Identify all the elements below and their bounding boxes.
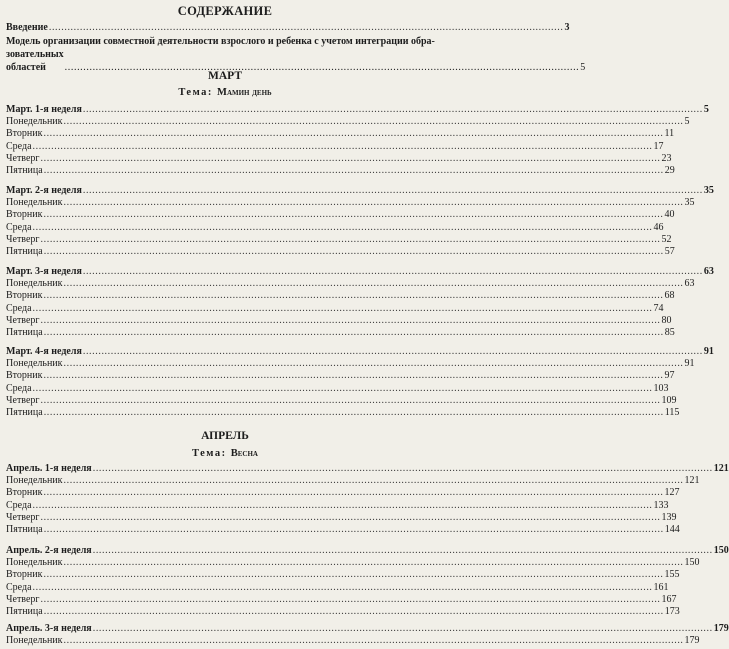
entry-page: 29: [664, 165, 675, 176]
day-entry[interactable]: [6, 473, 700, 487]
entry-page: 3: [564, 22, 570, 33]
entry-label: Понедельник: [6, 557, 63, 569]
day-entry[interactable]: [6, 139, 664, 152]
day-entry[interactable]: [6, 220, 664, 233]
entry-label: Среда: [6, 140, 32, 152]
day-entry[interactable]: [6, 510, 677, 523]
entry-page: 46: [653, 221, 664, 233]
day-entry[interactable]: [6, 592, 677, 605]
entry-page: 11: [664, 128, 675, 140]
entry-label: Пятница: [6, 606, 43, 617]
leader-dots: ........................................................................................................................................................................................................: [63, 278, 684, 290]
entry-page: 179: [684, 635, 700, 647]
entry-label: Среда: [6, 302, 32, 314]
week-header[interactable]: [6, 183, 714, 196]
leader-dots: ........................................................................................................................................................................................................: [43, 487, 664, 499]
march-theme: [0, 87, 450, 98]
entry-page: 127: [664, 487, 680, 499]
leader-dots: ........................................................................................................................................................................................................: [32, 581, 653, 593]
week-header[interactable]: [6, 461, 729, 474]
entry-page: 35: [684, 197, 695, 209]
entry-label: Вторник: [6, 569, 43, 581]
day-entry[interactable]: [6, 313, 672, 326]
entry-label: Четверг: [6, 511, 40, 523]
theme-name: Весна: [230, 448, 258, 459]
entry-label: Март. 3-я неделя: [6, 266, 82, 277]
entry-label: Вторник: [6, 487, 43, 499]
entry-label: Среда: [6, 221, 32, 233]
day-entry[interactable]: [6, 604, 680, 617]
leader-dots: ........................................................................................................................................................................................................: [82, 266, 703, 277]
day-entry[interactable]: [6, 368, 675, 382]
leader-dots: ........................................................................................................................................................................................................: [40, 394, 661, 406]
entry-label: Март. 4-я неделя: [6, 346, 82, 357]
day-entry[interactable]: [6, 114, 690, 128]
entry-label: Понедельник: [6, 116, 63, 128]
entry-label: Четверг: [6, 394, 40, 406]
entry-label: Вторник: [6, 209, 43, 221]
day-entry[interactable]: [6, 633, 700, 647]
entry-page: 139: [661, 511, 677, 523]
entry-label: Март. 1-я неделя: [6, 104, 82, 115]
leader-dots: ........................................................................................................................................................................................................: [63, 557, 684, 569]
entry-page: 63: [684, 278, 695, 290]
entry-page: 74: [653, 302, 664, 314]
entry-label: Понедельник: [6, 278, 63, 290]
day-entry[interactable]: [6, 522, 680, 535]
entry-label: Понедельник: [6, 358, 63, 370]
leader-dots: ........................................................................................................................................................................................................: [43, 370, 664, 382]
leader-dots: ........................................................................................................................................................................................................: [63, 635, 684, 647]
entry-label: Пятница: [6, 407, 43, 418]
entry-page: 179: [713, 623, 729, 634]
entry-page: 167: [661, 593, 677, 605]
day-entry[interactable]: [6, 126, 675, 140]
entry-page: 133: [653, 499, 669, 511]
entry-page: 5: [684, 116, 690, 128]
day-entry[interactable]: [6, 485, 680, 499]
leader-dots: ......................................................................................................................................................................: [48, 22, 564, 33]
leader-dots: ........................................................................................................................................................................................................: [43, 165, 664, 176]
week-header[interactable]: [6, 344, 714, 357]
leader-dots: ........................................................................................................................................................................................................: [32, 221, 653, 233]
leader-dots: ........................................................................................................................................................................................................: [40, 314, 661, 326]
entry-page: 40: [664, 209, 675, 221]
day-entry[interactable]: [6, 580, 669, 593]
leader-dots: ........................................................................................................................................................................................................: [82, 346, 703, 357]
entry-label: Пятница: [6, 327, 43, 338]
entry-label: Понедельник: [6, 635, 63, 647]
leader-dots: ........................................................................................................................................................................................................: [32, 499, 653, 511]
leader-dots: ........................................................................................................................................................................................................: [43, 606, 664, 617]
theme-prefix: Тема:: [178, 87, 218, 98]
toc-entry-intro[interactable]: [6, 20, 570, 33]
entry-page: 52: [661, 233, 672, 245]
entry-page: 17: [653, 140, 664, 152]
day-entry[interactable]: [6, 405, 680, 418]
entry-page: 57: [664, 246, 675, 257]
day-entry[interactable]: [6, 301, 664, 314]
entry-label: Четверг: [6, 233, 40, 245]
leader-dots: ........................................................................................................................................................................................................: [40, 511, 661, 523]
entry-label: Пятница: [6, 246, 43, 257]
entry-page: 91: [684, 358, 695, 370]
entry-page: 150: [713, 545, 729, 556]
leader-dots: ........................................................................................................................................................................................................: [92, 463, 713, 474]
leader-dots: ........................................................................................................................................................................................................: [63, 116, 684, 128]
day-entry[interactable]: [6, 195, 695, 209]
leader-dots: ........................................................................................................................................................................................................: [40, 233, 661, 245]
day-entry[interactable]: [6, 244, 675, 257]
entry-page: 144: [664, 524, 680, 535]
entry-page: 115: [664, 407, 680, 418]
entry-label: Введение: [6, 22, 48, 33]
leader-dots: ........................................................................................................................................................................................................: [43, 569, 664, 581]
march-title: МАРТ: [208, 70, 242, 82]
day-entry[interactable]: [6, 567, 680, 581]
day-entry[interactable]: [6, 276, 695, 290]
entry-label: Апрель. 1-я неделя: [6, 463, 92, 474]
day-entry[interactable]: [6, 163, 675, 176]
entry-label: Понедельник: [6, 197, 63, 209]
april-theme: [0, 448, 450, 459]
entry-page: 121: [684, 475, 700, 487]
entry-label: Март. 2-я неделя: [6, 185, 82, 196]
day-entry[interactable]: [6, 381, 669, 394]
entry-label: Апрель. 2-я неделя: [6, 545, 92, 556]
day-entry[interactable]: [6, 151, 672, 164]
leader-dots: ........................................................................................................................................................................................................: [63, 358, 684, 370]
entry-label: Пятница: [6, 165, 43, 176]
entry-page: 150: [684, 557, 700, 569]
toc-entry-model[interactable]: [6, 35, 586, 74]
entry-page: 161: [653, 581, 669, 593]
entry-label: Вторник: [6, 370, 43, 382]
entry-page: 63: [703, 266, 714, 277]
day-entry[interactable]: [6, 325, 675, 338]
week-header[interactable]: [6, 264, 714, 277]
entry-label: Понедельник: [6, 475, 63, 487]
leader-dots: ........................................................................................................................................................................................................: [63, 197, 684, 209]
entry-page: 121: [713, 463, 729, 474]
theme-prefix: Тема:: [192, 448, 231, 459]
page-title: СОДЕРЖАНИЕ: [177, 4, 273, 18]
day-entry[interactable]: [6, 288, 675, 302]
day-entry[interactable]: [6, 498, 669, 511]
entry-page: 5: [703, 104, 709, 115]
entry-label-line2: зовательных областей: [6, 49, 64, 73]
leader-dots: ........................................................................................................................................................................................................: [40, 593, 661, 605]
week-header[interactable]: [6, 543, 729, 556]
leader-dots: ........................................................................................................................................................................................................: [82, 104, 703, 115]
leader-dots: ........................................................................................................................................................................................................: [32, 140, 653, 152]
entry-page: 5: [580, 62, 586, 73]
entry-page: 109: [661, 394, 677, 406]
entry-page: 35: [703, 185, 714, 196]
day-entry[interactable]: [6, 356, 695, 370]
entry-page: 80: [661, 314, 672, 326]
week-header[interactable]: [6, 621, 729, 634]
entry-label: Четверг: [6, 314, 40, 326]
entry-page: 68: [664, 290, 675, 302]
leader-dots: ........................................................................................................................................................................................................: [43, 327, 664, 338]
entry-label: Вторник: [6, 290, 43, 302]
leader-dots: ........................................................................................................................................................................................................: [43, 524, 664, 535]
entry-label-line1: Модель организации совместной деятельности взрослого и ребенка с учетом интеграции обра-: [6, 36, 435, 47]
leader-dots: ........................................................................................................................................................................................................: [82, 185, 703, 196]
entry-page: 103: [653, 382, 669, 394]
entry-label: Вторник: [6, 128, 43, 140]
leader-dots: ........................................................................................................................................................................................................: [43, 128, 664, 140]
leader-dots: ........................................................................................................................................................................................................: [43, 209, 664, 221]
leader-dots: ........................................................................................................................................................................................................: [43, 290, 664, 302]
entry-page: 97: [664, 370, 675, 382]
leader-dots: ........................................................................................................................................................................................................: [32, 382, 653, 394]
entry-page: 155: [664, 569, 680, 581]
leader-dots: ......................................................................................................................................................................: [64, 62, 580, 73]
day-entry[interactable]: [6, 555, 700, 569]
entry-label: Четверг: [6, 152, 40, 164]
entry-label: Четверг: [6, 593, 40, 605]
leader-dots: ........................................................................................................................................................................................................: [43, 407, 664, 418]
day-entry[interactable]: [6, 393, 677, 406]
day-entry[interactable]: [6, 207, 675, 221]
leader-dots: ........................................................................................................................................................................................................: [92, 545, 713, 556]
leader-dots: ........................................................................................................................................................................................................: [63, 475, 684, 487]
entry-label: Среда: [6, 581, 32, 593]
entry-page: 91: [703, 346, 714, 357]
entry-page: 23: [661, 152, 672, 164]
entry-page: 173: [664, 606, 680, 617]
day-entry[interactable]: [6, 232, 672, 245]
entry-label: Пятница: [6, 524, 43, 535]
entry-page: 85: [664, 327, 675, 338]
leader-dots: ........................................................................................................................................................................................................: [43, 246, 664, 257]
april-title: АПРЕЛЬ: [201, 430, 249, 442]
leader-dots: ........................................................................................................................................................................................................: [32, 302, 653, 314]
entry-label: Среда: [6, 382, 32, 394]
theme-name: Мамин день: [217, 87, 272, 98]
week-header[interactable]: [6, 102, 709, 115]
entry-label: Апрель. 3-я неделя: [6, 623, 92, 634]
entry-label: Среда: [6, 499, 32, 511]
leader-dots: ........................................................................................................................................................................................................: [92, 623, 713, 634]
leader-dots: ........................................................................................................................................................................................................: [40, 152, 661, 164]
